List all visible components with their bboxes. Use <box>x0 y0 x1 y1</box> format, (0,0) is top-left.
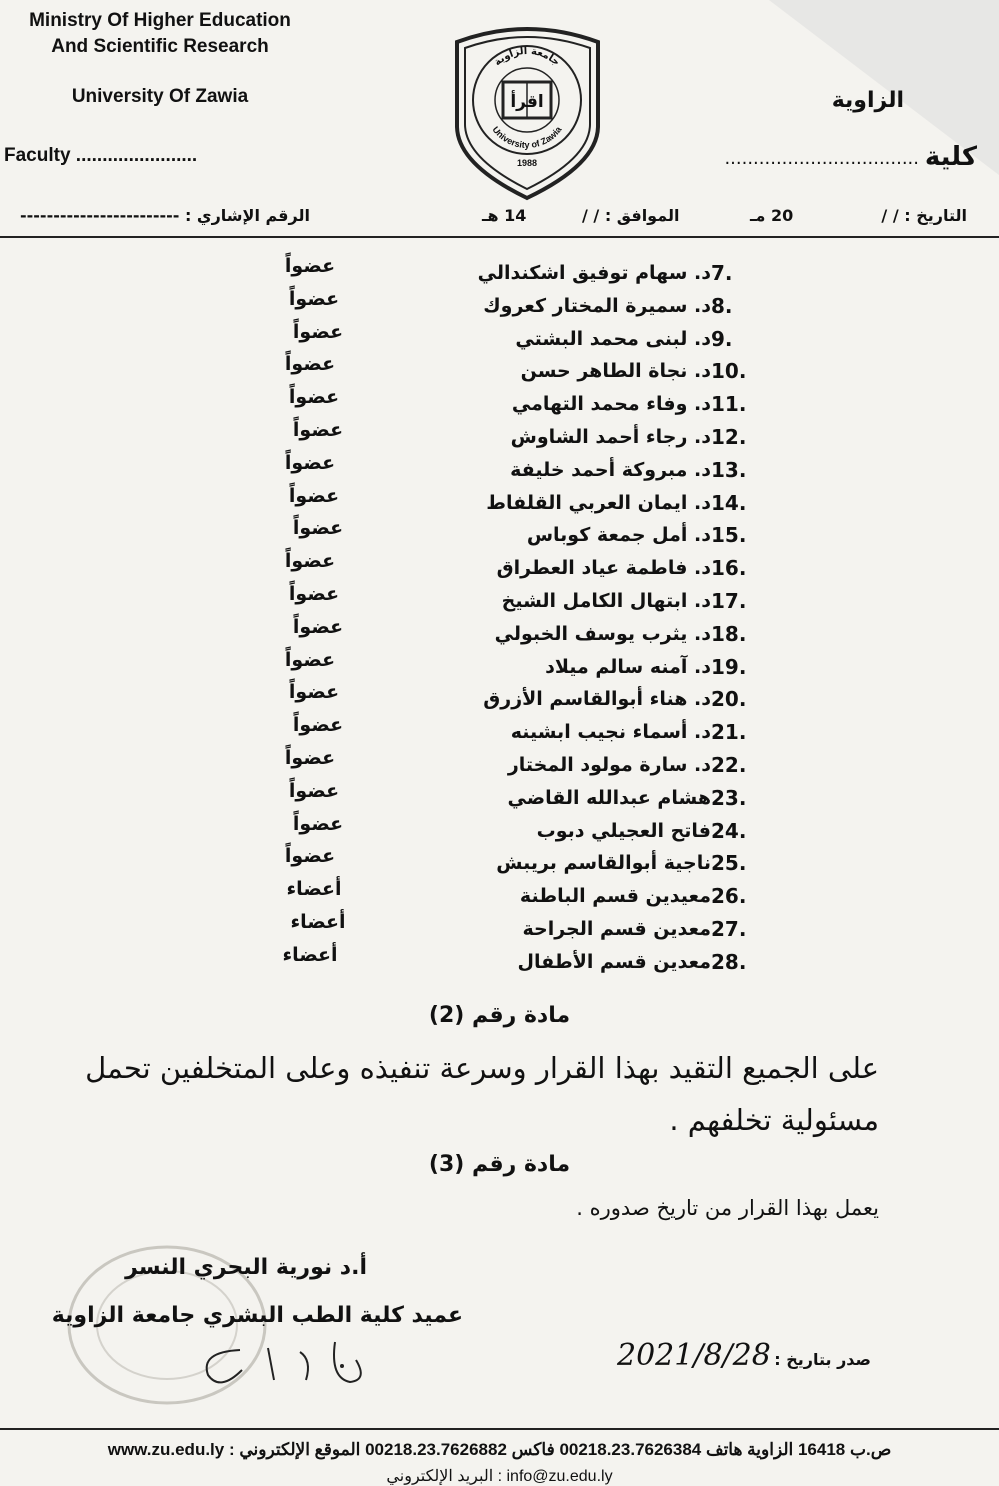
footer-email: البريد الإلكتروني : info@zu.edu.ly <box>386 1468 613 1485</box>
member-number: 20. <box>711 687 747 712</box>
university-name-en: University Of Zawia <box>71 86 249 107</box>
university-name-ar: الزاوية <box>831 88 904 113</box>
svg-text:جامعة الزاوية <box>492 46 561 68</box>
member-row <box>439 946 769 978</box>
member-role: عضواً <box>284 451 336 474</box>
member-role: عضواً <box>292 615 344 638</box>
member-name: معدين قسم الأطفال <box>517 950 711 973</box>
date-field: التاريخ : / / <box>881 206 967 225</box>
member-role: عضواً <box>284 550 336 573</box>
member-name: معيدين قسم الباطنة <box>519 885 711 908</box>
member-role: عضواً <box>292 812 344 835</box>
member-role: عضواً <box>292 714 344 737</box>
member-name: د. سميرة المختار كعروك <box>483 294 711 317</box>
member-name: د. فاطمة عياد العطراق <box>496 557 711 580</box>
member-role: أعضاء <box>282 943 338 966</box>
header-rule <box>0 236 999 238</box>
member-role: عضواً <box>284 747 336 769</box>
member-row <box>439 257 769 289</box>
member-row <box>439 585 769 617</box>
member-number: 23. <box>711 785 747 810</box>
member-name: د. ايمان العربي القلفاط <box>486 491 711 514</box>
member-number: 28. <box>711 949 747 974</box>
member-name: د. أمل جمعة كوباس <box>526 524 711 547</box>
member-name: د. أسماء نجيب ابشينه <box>510 721 711 744</box>
ministry-line-2: And Scientific Research <box>51 36 269 57</box>
hijri-date: 14 هـ <box>482 206 527 225</box>
member-number: 21. <box>711 720 747 745</box>
member-name: هشام عبدالله القاضي <box>507 786 711 809</box>
member-row <box>439 683 769 715</box>
member-number: 14. <box>711 490 747 515</box>
article-2-title: مادة رقم (2) <box>428 1003 571 1028</box>
member-row <box>439 290 769 322</box>
member-row <box>439 454 769 486</box>
svg-text:University of Zawia <box>490 124 564 150</box>
member-row <box>439 815 769 847</box>
member-number: 16. <box>711 556 747 581</box>
member-name: د. هناء أبوالقاسم الأزرق <box>483 688 711 711</box>
member-name: د. لبنى محمد البشتي <box>515 327 711 350</box>
member-name: د. وفاء محمد التهامي <box>511 393 711 416</box>
member-role: عضواً <box>292 419 344 441</box>
member-row <box>439 716 769 748</box>
reference-number: الرقم الإشاري : ------------------------ <box>20 206 310 225</box>
year-field: 20 مـ <box>750 206 794 225</box>
member-name: د. مبروكة أحمد خليفة <box>510 458 711 481</box>
member-role: عضواً <box>292 320 344 343</box>
member-row <box>439 487 769 519</box>
logo-year: 1988 <box>516 158 538 168</box>
logo-arabic-name: جامعة الزاوية <box>492 45 562 69</box>
member-name: د. سارة مولود المختار <box>507 754 711 776</box>
member-role: عضواً <box>284 845 336 868</box>
article-2-text: على الجميع التقيد بهذا القرار وسرعة تنفيذه وعلى المتخلفين تحمل مسئولية تخلفهم . <box>85 1051 879 1137</box>
member-name: د. يثرب يوسف الخبولي <box>494 622 711 645</box>
member-row <box>439 749 769 781</box>
member-number: 17. <box>711 589 747 613</box>
member-row <box>439 782 769 814</box>
member-number: 25. <box>711 851 747 876</box>
member-row <box>439 323 769 355</box>
member-number: 15. <box>711 523 747 548</box>
faculty-label-ar: كلية <box>924 142 977 172</box>
member-number: 26. <box>711 884 747 909</box>
member-row <box>439 651 769 683</box>
faculty-field-en: Faculty ....................... <box>4 145 198 166</box>
member-role: عضواً <box>292 517 344 540</box>
member-number: 11. <box>711 392 747 417</box>
member-name: د. ابتهال الكامل الشيخ <box>501 590 711 612</box>
member-row <box>439 880 769 912</box>
issued-label: صدر بتاريخ : <box>774 1350 871 1369</box>
member-name: د. نجاة الطاهر حسن <box>520 360 711 383</box>
member-role: عضواً <box>288 484 340 507</box>
member-role: أعضاء <box>286 878 342 901</box>
member-number: 8. <box>711 293 733 318</box>
dean-name: أ.د نورية البحري النسر <box>125 1255 367 1280</box>
member-role: عضواً <box>288 583 340 605</box>
member-number: 22. <box>711 753 747 777</box>
ministry-line-1: Ministry Of Higher Education <box>29 10 291 31</box>
logo-word: اقرأ <box>510 92 544 112</box>
member-row <box>439 618 769 650</box>
member-number: 27. <box>711 917 747 941</box>
member-role: عضواً <box>288 287 340 310</box>
faculty-dots-ar: .................................. <box>724 148 919 169</box>
logo-english-name: University of Zawia <box>490 124 564 150</box>
corresponding-date: الموافق : / / <box>582 206 680 225</box>
member-row <box>439 519 769 551</box>
member-name: معدين قسم الجراحة <box>522 918 711 940</box>
member-number: 12. <box>711 425 747 449</box>
dean-title: عميد كلية الطب البشري جامعة الزاوية <box>51 1303 463 1328</box>
article-3-text: يعمل بهذا القرار من تاريخ صدوره . <box>576 1196 879 1220</box>
member-number: 7. <box>711 261 733 285</box>
member-name: د. سهام توفيق اشكندالي <box>477 262 711 284</box>
member-role: أعضاء <box>290 911 346 933</box>
member-name: د. آمنه سالم ميلاد <box>545 655 711 678</box>
member-row <box>439 388 769 420</box>
member-role: عضواً <box>284 255 336 277</box>
university-logo <box>445 14 610 204</box>
member-row <box>439 552 769 584</box>
footer-contact: ص.ب 16418 الزاوية هاتف 00218.23.7626384 فاكس 00218.23.7626882 الموقع الإلكتروني : www.zu.edu.ly <box>107 1440 892 1459</box>
member-role: عضواً <box>284 353 336 376</box>
issued-date: 2021/8/28 <box>617 1338 771 1373</box>
member-name: د. رجاء أحمد الشاوش <box>510 426 711 448</box>
member-number: 19. <box>711 654 747 679</box>
member-row <box>439 913 769 945</box>
member-role: عضواً <box>288 779 340 802</box>
member-number: 10. <box>711 359 747 384</box>
footer-rule <box>0 1428 999 1430</box>
member-role: عضواً <box>288 386 340 409</box>
member-row <box>439 355 769 387</box>
member-name: ناجية أبوالقاسم بريبش <box>496 852 711 875</box>
member-number: 24. <box>711 818 747 843</box>
member-row <box>439 847 769 879</box>
member-number: 9. <box>711 326 733 351</box>
member-number: 13. <box>711 457 747 482</box>
handwritten-signature <box>180 1330 420 1400</box>
member-name: فاتح العجيلي دبوب <box>536 819 711 842</box>
article-3-title: مادة رقم (3) <box>428 1152 571 1177</box>
member-row <box>439 421 769 453</box>
member-role: عضواً <box>284 648 336 671</box>
member-role: عضواً <box>288 681 340 704</box>
member-number: 18. <box>711 621 747 646</box>
